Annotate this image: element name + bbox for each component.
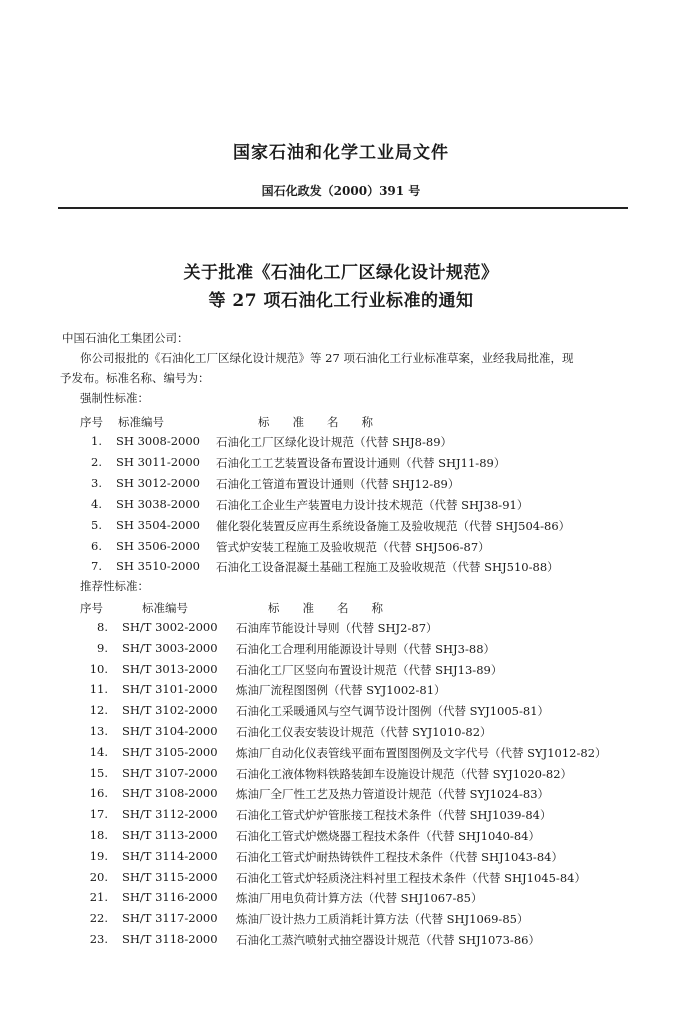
standard-name: 石油化工厂区绿化设计规范（代替 SHJ8-89） [216,435,453,449]
standard-name: 石油化工管式炉燃烧器工程技术条件（代替 SHJ1040-84） [236,829,540,843]
standard-name: 石油化工仪表安装设计规范（代替 SYJ1010-82） [236,725,492,739]
recommended-standards-label: 推荐性标准： [80,579,149,593]
standard-name: 炼油厂用电负荷计算方法（代替 SHJ1067-85） [236,891,483,906]
standard-name: 石油化工管式炉耐热铸铁件工程技术条件（代替 SHJ1043-84） [236,849,563,864]
recommended-header-name: 标 准 名 称 [268,601,383,615]
standard-code: SH/T 3002-2000 [122,620,218,634]
standard-number: 19. [89,848,108,863]
standard-code: SH/T 3104-2000 [122,724,218,738]
standard-number: 7. [91,559,102,574]
standard-name: 管式炉安装工程施工及验收规范（代替 SHJ506-87） [216,539,490,554]
standard-code: SH/T 3107-2000 [122,765,218,780]
body-paragraph-line2: 予发布。标准名称、编号为： [60,371,210,385]
standard-name: 炼油厂流程图图例（代替 SYJ1002-81） [236,683,446,698]
standard-number: 10. [89,661,108,676]
notice-title-line2: 等 27 项石油化工行业标准的通知 [208,291,474,311]
standard-name: 石油化工工艺装置设备布置设计通则（代替 SHJ11-89） [216,455,506,470]
standard-number: 1. [91,434,102,448]
standard-code: SH 3510-2000 [116,559,200,574]
header-divider [58,207,628,209]
standard-name: 石油化工企业生产装置电力设计技术规范（代替 SHJ38-91） [216,497,529,512]
standard-name: 石油化工采暖通风与空气调节设计图例（代替 SYJ1005-81） [236,704,550,719]
standard-code: SH/T 3013-2000 [122,661,218,676]
standard-code: SH/T 3101-2000 [122,682,218,697]
standard-name: 石油化工合理利用能源设计导则（代替 SHJ3-88） [236,641,496,656]
standard-code: SH/T 3118-2000 [122,932,218,946]
standard-number: 2. [91,454,102,469]
standard-name: 炼油厂自动化仪表管线平面布置图图例及文字代号（代替 SYJ1012-82） [236,745,607,760]
standard-number: 16. [89,786,108,801]
standard-code: SH 3038-2000 [116,496,200,511]
standard-name: 石油化工液体物料铁路装卸车设施设计规范（代替 SYJ1020-82） [236,766,573,781]
document-number: 国石化政发（2000）391 号 [261,184,421,198]
mandatory-standards-label: 强制性标准： [80,391,149,405]
standard-code: SH/T 3112-2000 [122,807,218,822]
body-paragraph-line1: 你公司报批的《石油化工厂区绿化设计规范》等 27 项石油化工行业标准草案，业经我局批准，现 [80,351,574,365]
standard-code: SH/T 3116-2000 [122,890,218,905]
standard-code: SH/T 3115-2000 [122,869,218,884]
standard-number: 23. [89,932,108,946]
standard-number: 9. [97,640,108,655]
standard-code: SH 3504-2000 [116,517,200,532]
standard-number: 15. [89,765,108,780]
standard-code: SH/T 3114-2000 [122,848,218,863]
standard-code: SH/T 3003-2000 [122,640,218,655]
standard-code: SH/T 3113-2000 [122,828,218,842]
standard-code: SH 3008-2000 [116,434,200,448]
standard-code: SH 3011-2000 [116,454,200,469]
addressee: 中国石油化工集团公司： [62,331,189,345]
standard-name: 石油化工管道布置设计通则（代替 SHJ12-89） [216,476,460,491]
standard-number: 6. [91,538,102,553]
standard-number: 5. [91,517,102,532]
standard-number: 22. [89,911,108,926]
mandatory-header-code: 标准编号 [118,415,164,429]
standard-code: SH 3506-2000 [116,538,200,553]
standard-name: 炼油厂设计热力工质消耗计算方法（代替 SHJ1069-85） [236,912,529,927]
standard-code: SH/T 3105-2000 [122,744,218,759]
standard-name: 石油化工厂区竖向布置设计规范（代替 SHJ13-89） [236,662,503,677]
standard-name: 石油化工设备混凝土基础工程施工及验收规范（代替 SHJ510-88） [216,560,559,575]
standard-name: 石油化工管式炉轻质浇注料衬里工程技术条件（代替 SHJ1045-84） [236,870,586,885]
standard-number: 17. [89,807,108,822]
standard-name: 石油库节能设计导则（代替 SHJ2-87） [236,621,438,635]
standard-code: SH/T 3102-2000 [122,703,218,718]
standard-name: 催化裂化装置反应再生系统设备施工及验收规范（代替 SHJ504-86） [216,518,571,533]
standard-code: SH/T 3108-2000 [122,786,218,801]
standard-number: 11. [89,682,108,697]
standard-number: 20. [89,869,108,884]
mandatory-header-no: 序号 [80,415,103,429]
recommended-header-code: 标准编号 [142,601,188,615]
standard-name: 石油化工管式炉炉管胀接工程技术条件（代替 SHJ1039-84） [236,808,552,823]
standard-name: 炼油厂全厂性工艺及热力管道设计规范（代替 SYJ1024-83） [236,787,550,802]
recommended-header-no: 序号 [80,601,103,615]
standard-code: SH/T 3117-2000 [122,911,218,926]
notice-title-line1: 关于批准《石油化工厂区绿化设计规范》 [183,263,499,283]
standard-name: 石油化工蒸汽喷射式抽空器设计规范（代替 SHJ1073-86） [236,933,540,947]
standard-number: 12. [89,703,108,718]
standard-number: 4. [91,496,102,511]
standard-code: SH 3012-2000 [116,475,200,490]
mandatory-header-name: 标 准 名 称 [258,415,373,429]
standard-number: 13. [89,724,108,738]
standard-number: 8. [97,620,108,634]
issuer-heading: 国家石油和化学工业局文件 [233,143,449,163]
standard-number: 21. [89,890,108,905]
standard-number: 3. [91,475,102,490]
standard-number: 18. [89,828,108,842]
standard-number: 14. [89,744,108,759]
